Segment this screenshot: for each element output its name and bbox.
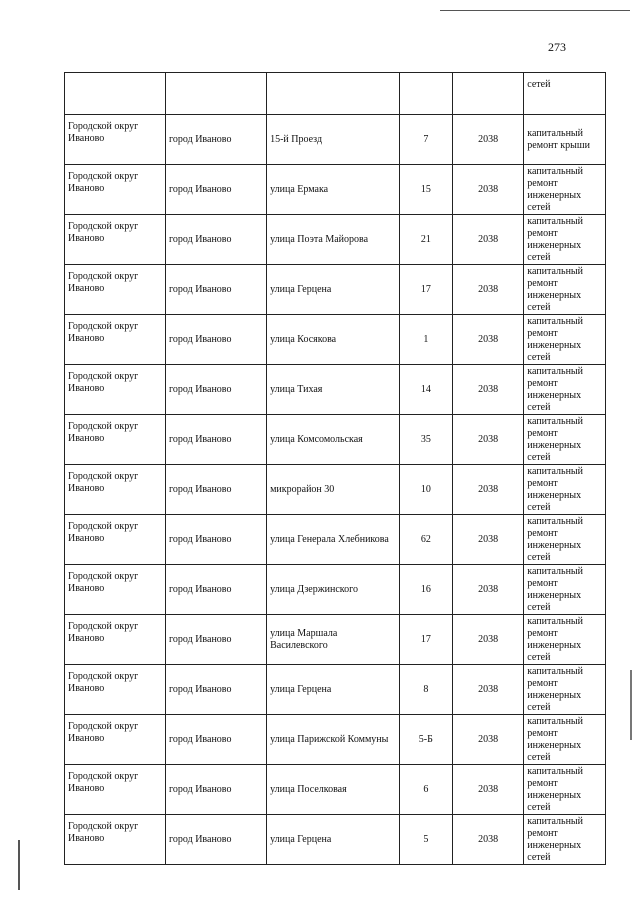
house-cell: 21 [399,215,452,265]
street-cell: улица Комсомольская [267,415,400,465]
year-cell: 2038 [452,415,523,465]
street-cell: улица Маршала Василевского [267,615,400,665]
district-cell: Городской округ Иваново [65,365,166,415]
work-cell: капитальный ремонт инженерных сетей [524,515,606,565]
table-body [65,73,606,865]
district-cell [65,73,166,115]
street-cell: улица Парижской Коммуны [267,715,400,765]
table-row [65,365,606,415]
table-row-continued [65,73,606,115]
scan-artifact-right-mark [630,670,632,740]
table-row [65,315,606,365]
year-cell: 2038 [452,515,523,565]
year-cell: 2038 [452,165,523,215]
table-row [65,715,606,765]
house-cell: 5-Б [399,715,452,765]
district-cell: Городской округ Иваново [65,115,166,165]
city-cell: город Иваново [166,315,267,365]
street-cell: улица Герцена [267,815,400,865]
housing-repair-table [64,72,606,865]
table-row [65,165,606,215]
house-cell: 62 [399,515,452,565]
street-cell: улица Генерала Хлебникова [267,515,400,565]
work-cell: сетей [524,73,606,115]
street-cell [267,73,400,115]
scan-artifact-top-line [440,10,630,11]
table-row [65,615,606,665]
house-cell: 16 [399,565,452,615]
year-cell: 2038 [452,715,523,765]
district-cell: Городской округ Иваново [65,415,166,465]
district-cell: Городской округ Иваново [65,815,166,865]
street-cell: улица Тихая [267,365,400,415]
street-cell: улица Дзержинского [267,565,400,615]
city-cell: город Иваново [166,115,267,165]
city-cell: город Иваново [166,265,267,315]
work-cell: капитальный ремонт инженерных сетей [524,265,606,315]
street-cell: микрорайон 30 [267,465,400,515]
table-row [65,465,606,515]
year-cell: 2038 [452,365,523,415]
city-cell: город Иваново [166,465,267,515]
work-cell: капитальный ремонт инженерных сетей [524,465,606,515]
street-cell: улица Поэта Майорова [267,215,400,265]
city-cell: город Иваново [166,165,267,215]
year-cell: 2038 [452,565,523,615]
work-cell: капитальный ремонт инженерных сетей [524,665,606,715]
work-cell: капитальный ремонт инженерных сетей [524,615,606,665]
table-row [65,415,606,465]
year-cell: 2038 [452,265,523,315]
year-cell: 2038 [452,315,523,365]
work-cell: капитальный ремонт инженерных сетей [524,765,606,815]
work-cell: капитальный ремонт инженерных сетей [524,565,606,615]
table-row [65,765,606,815]
year-cell: 2038 [452,215,523,265]
district-cell: Городской округ Иваново [65,165,166,215]
city-cell: город Иваново [166,415,267,465]
city-cell: город Иваново [166,565,267,615]
district-cell: Городской округ Иваново [65,665,166,715]
district-cell: Городской округ Иваново [65,615,166,665]
work-cell: капитальный ремонт инженерных сетей [524,315,606,365]
district-cell: Городской округ Иваново [65,315,166,365]
city-cell: город Иваново [166,365,267,415]
work-cell: капитальный ремонт инженерных сетей [524,165,606,215]
house-cell: 35 [399,415,452,465]
work-cell: капитальный ремонт инженерных сетей [524,215,606,265]
table-row [65,665,606,715]
year-cell: 2038 [452,465,523,515]
table-row [65,265,606,315]
house-cell [399,73,452,115]
year-cell: 2038 [452,615,523,665]
year-cell: 2038 [452,765,523,815]
district-cell: Городской округ Иваново [65,565,166,615]
city-cell: город Иваново [166,215,267,265]
work-cell: капитальный ремонт инженерных сетей [524,715,606,765]
district-cell: Городской округ Иваново [65,215,166,265]
house-cell: 14 [399,365,452,415]
house-cell: 1 [399,315,452,365]
scan-artifact-left-mark [18,840,20,890]
house-cell: 17 [399,265,452,315]
street-cell: улица Ермака [267,165,400,215]
year-cell [452,73,523,115]
year-cell: 2038 [452,665,523,715]
table-row [65,515,606,565]
street-cell: улица Косякова [267,315,400,365]
city-cell [166,73,267,115]
city-cell: город Иваново [166,715,267,765]
table-row [65,565,606,615]
city-cell: город Иваново [166,665,267,715]
house-cell: 10 [399,465,452,515]
city-cell: город Иваново [166,815,267,865]
street-cell: 15-й Проезд [267,115,400,165]
district-cell: Городской округ Иваново [65,715,166,765]
district-cell: Городской округ Иваново [65,265,166,315]
house-cell: 17 [399,615,452,665]
work-cell: капитальный ремонт инженерных сетей [524,815,606,865]
street-cell: улица Герцена [267,665,400,715]
work-cell: капитальный ремонт инженерных сетей [524,365,606,415]
city-cell: город Иваново [166,615,267,665]
district-cell: Городской округ Иваново [65,765,166,815]
city-cell: город Иваново [166,515,267,565]
page-number: 273 [548,40,566,54]
house-cell: 6 [399,765,452,815]
table-row [65,215,606,265]
work-cell: капитальный ремонт крыши [524,115,606,165]
district-cell: Городской округ Иваново [65,465,166,515]
house-cell: 15 [399,165,452,215]
street-cell: улица Поселковая [267,765,400,815]
year-cell: 2038 [452,115,523,165]
district-cell: Городской округ Иваново [65,515,166,565]
table-row [65,815,606,865]
house-cell: 7 [399,115,452,165]
street-cell: улица Герцена [267,265,400,315]
house-cell: 8 [399,665,452,715]
year-cell: 2038 [452,815,523,865]
table-row [65,115,606,165]
work-cell: капитальный ремонт инженерных сетей [524,415,606,465]
city-cell: город Иваново [166,765,267,815]
house-cell: 5 [399,815,452,865]
